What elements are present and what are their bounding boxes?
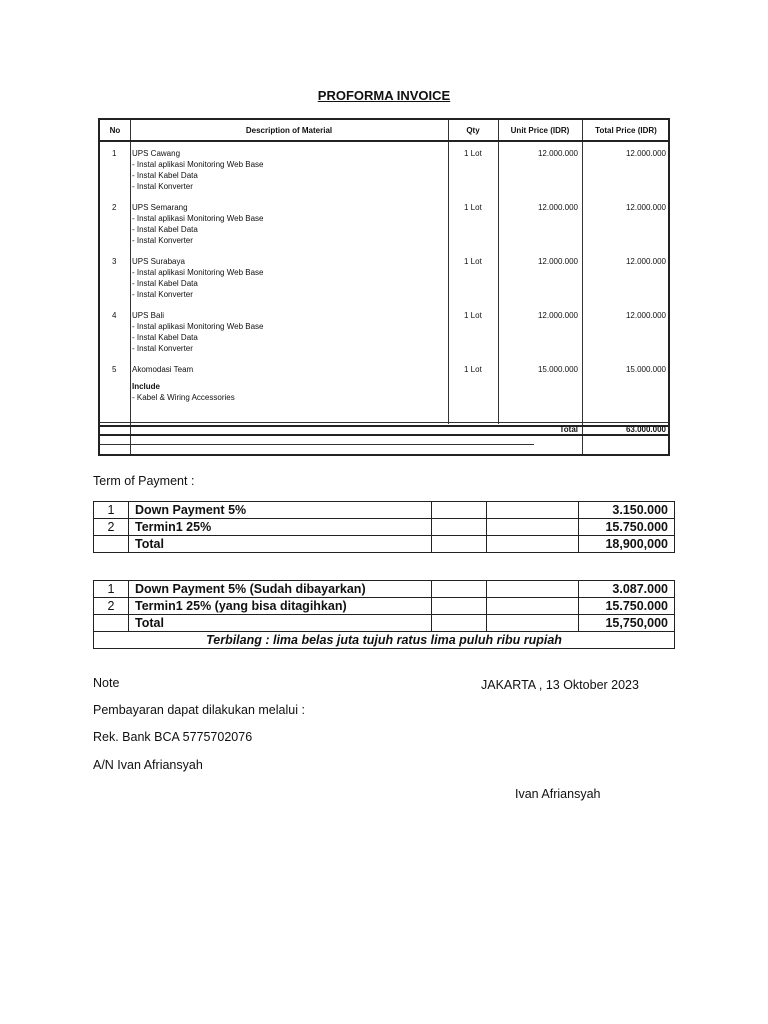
row-number: 5 — [112, 365, 117, 374]
item-line: - Instal aplikasi Monitoring Web Base — [132, 160, 264, 169]
row-number: 1 — [94, 502, 129, 519]
header-total-price: Total Price (IDR) — [595, 126, 657, 135]
payment-amount: 15.750.000 — [579, 598, 675, 615]
item-line: - Instal Konverter — [132, 236, 193, 245]
item-line: - Instal aplikasi Monitoring Web Base — [132, 214, 264, 223]
payment-amount: 15.750.000 — [579, 519, 675, 536]
row-divider — [100, 425, 668, 427]
empty-cell — [432, 581, 487, 598]
empty-cell — [487, 519, 579, 536]
item-total-price: 12.000.000 — [625, 257, 666, 266]
account-name: A/N Ivan Afriansyah — [93, 758, 203, 772]
include-label: Include — [132, 382, 161, 391]
terbilang-text: Terbilang : lima belas juta tujuh ratus lima puluh ribu rupiah — [94, 632, 675, 649]
empty-cell — [432, 536, 487, 553]
item-total-price: 15.000.000 — [625, 365, 666, 374]
payment-method-text: Pembayaran dapat dilakukan melalui : — [93, 703, 305, 717]
item-name: UPS Surabaya — [132, 257, 185, 266]
row-number: 4 — [112, 311, 117, 320]
row-divider — [100, 422, 668, 423]
payment-description: Down Payment 5% (Sudah dibayarkan) — [129, 581, 432, 598]
empty-cell — [432, 519, 487, 536]
row-number: 3 — [112, 257, 117, 266]
row-number: 1 — [112, 149, 117, 158]
item-qty: 1 Lot — [464, 311, 482, 320]
material-table — [98, 118, 670, 456]
invoice-title: PROFORMA INVOICE — [317, 88, 451, 103]
signer-name: Ivan Afriansyah — [515, 787, 601, 801]
item-name: Akomodasi Team — [132, 365, 194, 374]
item-unit-price: 12.000.000 — [537, 257, 578, 266]
place-date: JAKARTA , 13 Oktober 2023 — [481, 678, 639, 692]
item-qty: 1 Lot — [464, 365, 482, 374]
item-name: UPS Semarang — [132, 203, 188, 212]
total-label: Total — [559, 425, 578, 434]
payment-description: Down Payment 5% — [129, 502, 432, 519]
empty-cell — [432, 598, 487, 615]
row-number — [94, 615, 129, 632]
header-no: No — [109, 126, 121, 135]
item-total-price: 12.000.000 — [625, 311, 666, 320]
col-divider — [582, 120, 583, 454]
total-value: 63.000.000 — [625, 425, 666, 434]
item-total-price: 12.000.000 — [625, 203, 666, 212]
table-row — [94, 632, 675, 649]
item-unit-price: 15.000.000 — [537, 365, 578, 374]
item-line: - Instal Konverter — [132, 290, 193, 299]
payment-total-label: Total — [129, 536, 432, 553]
item-qty: 1 Lot — [464, 149, 482, 158]
table-row — [94, 615, 675, 632]
empty-cell — [432, 502, 487, 519]
payment-amount: 3.087.000 — [579, 581, 675, 598]
item-name: UPS Bali — [132, 311, 165, 320]
total-divider — [100, 434, 668, 436]
col-divider — [130, 120, 131, 454]
item-name: UPS Cawang — [132, 149, 181, 158]
empty-cell — [432, 615, 487, 632]
row-number: 1 — [94, 581, 129, 598]
item-line: - Instal aplikasi Monitoring Web Base — [132, 268, 264, 277]
item-line: - Instal Kabel Data — [132, 171, 198, 180]
col-divider — [498, 120, 499, 424]
item-line: - Instal Kabel Data — [132, 279, 198, 288]
col-divider — [448, 120, 449, 424]
table-row — [94, 536, 675, 553]
header-divider — [100, 140, 668, 142]
empty-cell — [487, 502, 579, 519]
term-of-payment-label: Term of Payment : — [93, 474, 195, 488]
item-qty: 1 Lot — [464, 257, 482, 266]
empty-cell — [487, 615, 579, 632]
item-line: - Instal Konverter — [132, 344, 193, 353]
empty-cell — [487, 598, 579, 615]
table-row — [94, 502, 675, 519]
row-number: 2 — [94, 519, 129, 536]
bank-account: Rek. Bank BCA 5775702076 — [93, 730, 253, 744]
payment-total-amount: 15,750,000 — [579, 615, 675, 632]
payment-table-1 — [93, 501, 675, 553]
item-qty: 1 Lot — [464, 203, 482, 212]
item-unit-price: 12.000.000 — [537, 149, 578, 158]
empty-cell — [487, 581, 579, 598]
item-total-price: 12.000.000 — [625, 149, 666, 158]
payment-total-label: Total — [129, 615, 432, 632]
note-label: Note — [93, 676, 120, 690]
item-line: - Instal Kabel Data — [132, 333, 198, 342]
include-item: - Kabel & Wiring Accessories — [132, 393, 235, 402]
row-number: 2 — [112, 203, 117, 212]
payment-description: Termin1 25% — [129, 519, 432, 536]
item-line: - Instal Kabel Data — [132, 225, 198, 234]
empty-cell — [487, 536, 579, 553]
table-row — [94, 581, 675, 598]
payment-description: Termin1 25% (yang bisa ditagihkan) — [129, 598, 432, 615]
header-unit-price: Unit Price (IDR) — [510, 126, 570, 135]
payment-total-amount: 18,900,000 — [579, 536, 675, 553]
header-description: Description of Material — [245, 126, 333, 135]
payment-table-2 — [93, 580, 675, 649]
row-number: 2 — [94, 598, 129, 615]
item-unit-price: 12.000.000 — [537, 203, 578, 212]
table-row — [94, 519, 675, 536]
payment-amount: 3.150.000 — [579, 502, 675, 519]
item-line: - Instal aplikasi Monitoring Web Base — [132, 322, 264, 331]
table-row — [94, 598, 675, 615]
row-number — [94, 536, 129, 553]
row-divider — [100, 444, 534, 445]
header-qty: Qty — [466, 126, 480, 135]
item-line: - Instal Konverter — [132, 182, 193, 191]
item-unit-price: 12.000.000 — [537, 311, 578, 320]
